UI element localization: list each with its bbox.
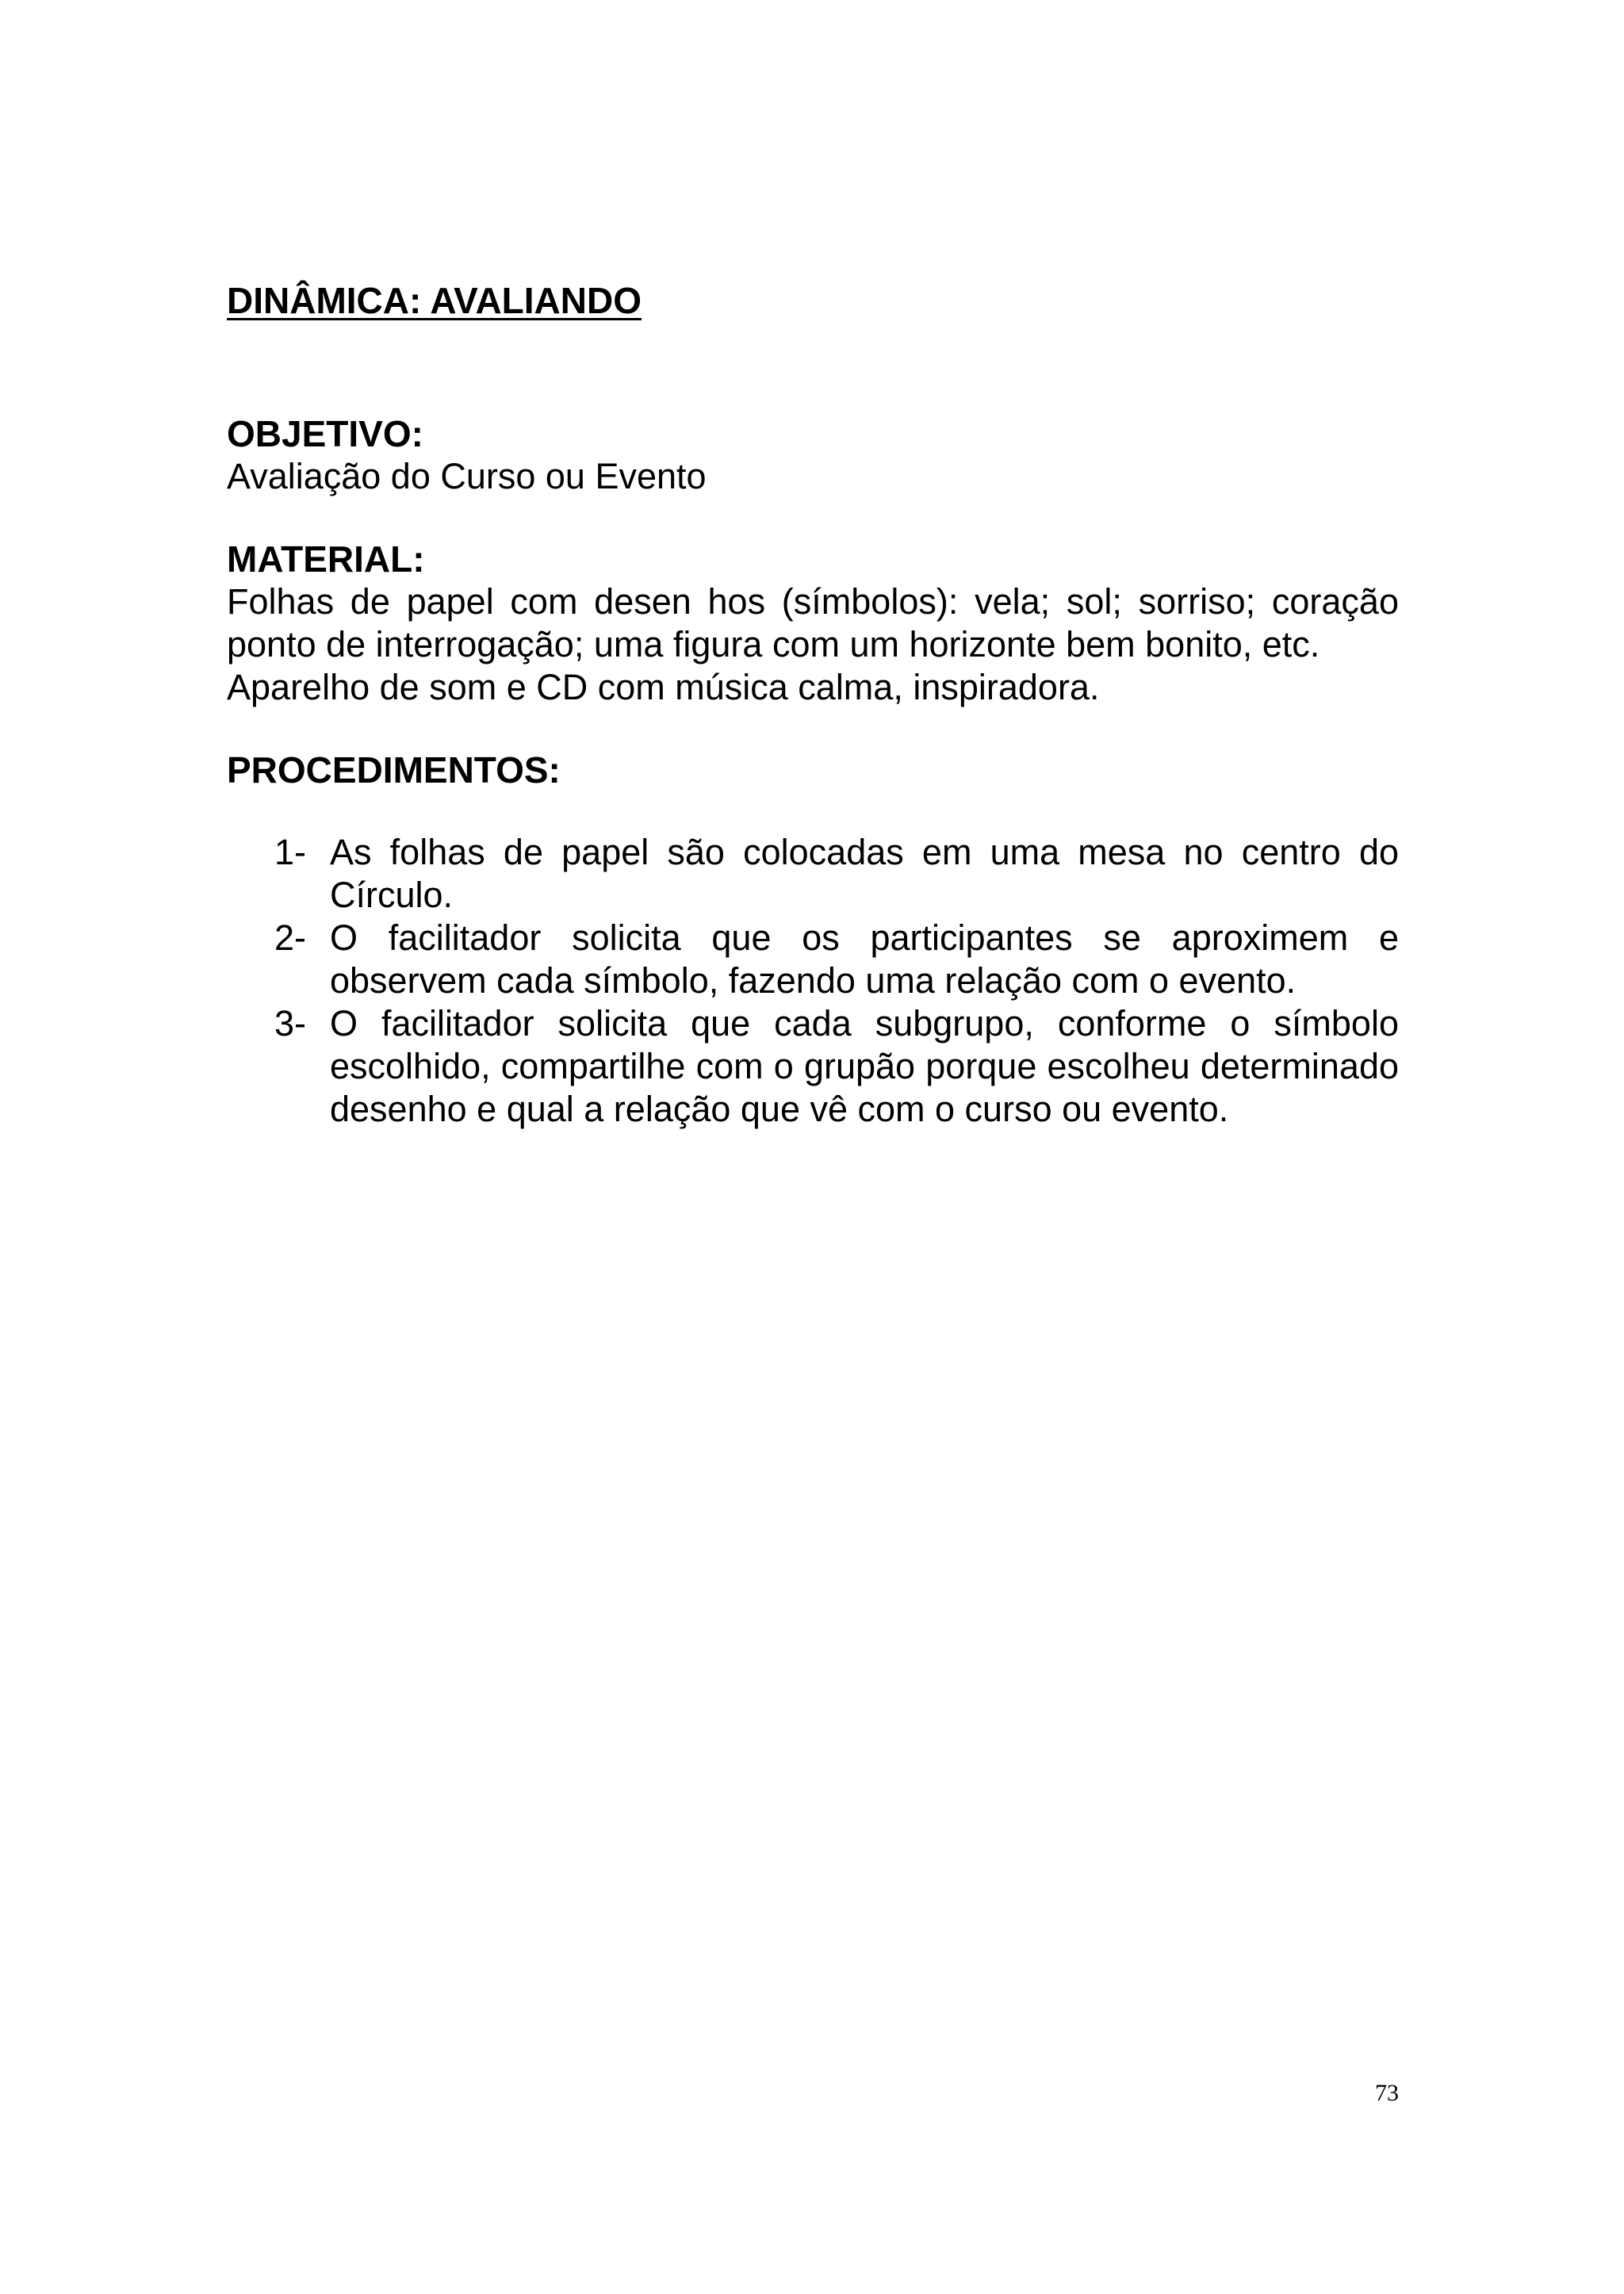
document-content [227,279,1399,1131]
step-number: 2- [274,917,307,958]
step-number: 3- [274,1003,307,1044]
procedure-step-1 [227,831,1399,917]
material-line-3: Aparelho de som e CD com música calma, inspiradora. [227,667,1100,707]
document-title: DINÂMICA: AVALIANDO [227,280,642,321]
material-section [227,538,1399,709]
page-number: 73 [1375,2080,1399,2106]
material-line-1: Folhas de papel com desen hos (símbolos): vela; sol; sorriso; coração [227,581,1399,622]
step-number: 1- [274,832,307,872]
objetivo-text: Avaliação do Curso ou Evento [227,456,707,496]
step-text: O facilitador solicita que os participantes se aproximem e observem cada símbolo, fazendo uma relação com o evento. [330,917,1399,1001]
objetivo-heading: OBJETIVO: [227,413,423,454]
procedimentos-heading: PROCEDIMENTOS: [227,749,561,791]
procedimentos-list [227,831,1399,1131]
procedimentos-section [227,749,1399,1131]
step-text: O facilitador solicita que cada subgrupo, conforme o símbolo escolhido, compartilhe com o grupão porque escolheu determinado desenho e qual a relação que vê com o curso ou evento. [330,1003,1399,1129]
objetivo-section [227,412,1399,498]
procedure-step-2 [227,917,1399,1002]
step-text: As folhas de papel são colocadas em uma mesa no centro do Círculo. [330,832,1399,915]
procedure-step-3 [227,1002,1399,1131]
material-line-2: ponto de interrogação; uma figura com um horizonte bem bonito, etc. [227,624,1320,664]
material-heading: MATERIAL: [227,538,425,580]
